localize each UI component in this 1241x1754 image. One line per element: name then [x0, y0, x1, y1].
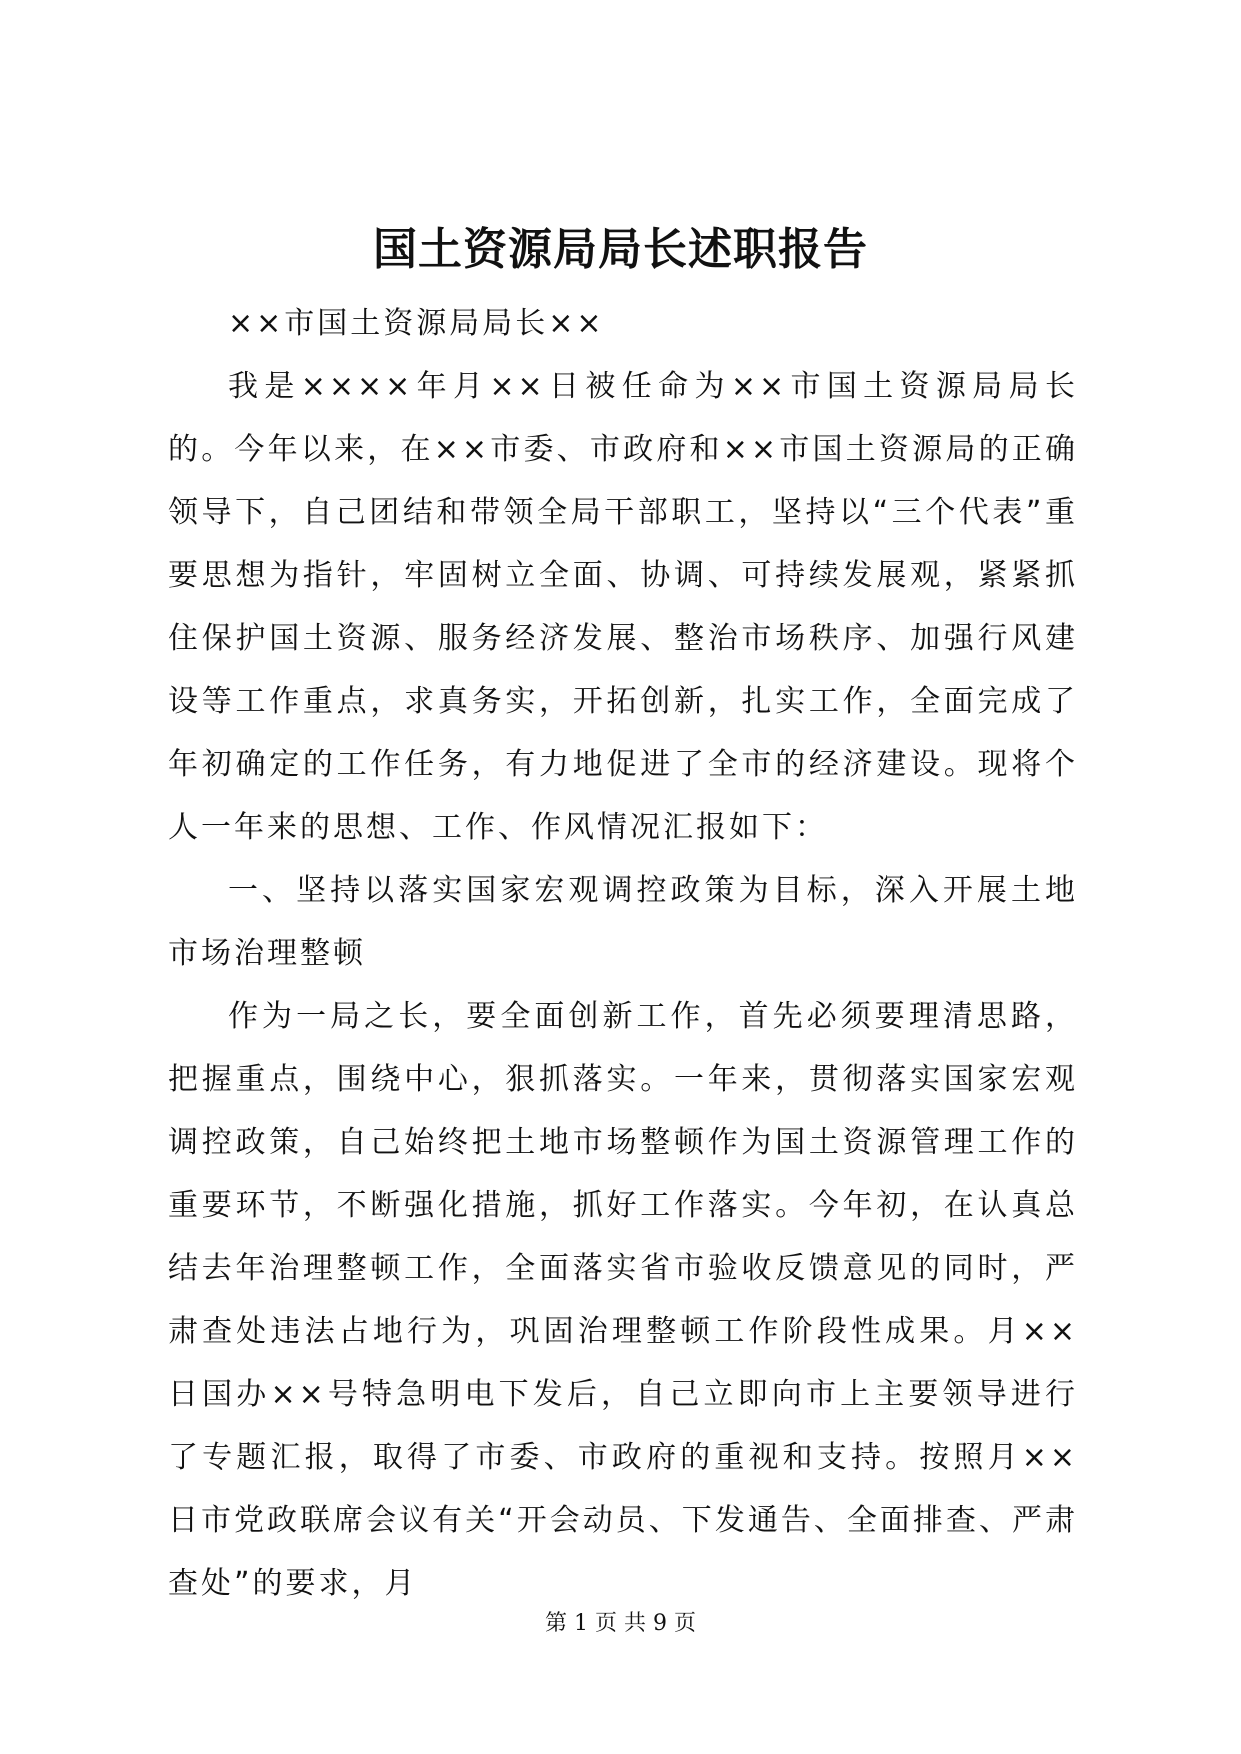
paragraph-intro: 我是××××年月××日被任命为××市国土资源局局长的。今年以来，在××市委、市政府和××市国土资源局的正确领导下，自己团结和带领全局干部职工，坚持以“三个代表”重要思想为指针，牢固树立全面、协调、可持续发展观，紧紧抓住保护国土资源、服务经济发展、整治市场秩序、加强行风建设等工作重点，求真务实，开拓创新，扎实工作，全面完成了年初确定的工作任务，有力地促进了全市的经济建设。现将个人一年来的思想、工作、作风情况汇报如下： [168, 369, 1078, 845]
document-body [168, 292, 1078, 1615]
author-line: ××市国土资源局局长×× [228, 306, 605, 341]
page-footer: 第 1 页 共 9 页 [545, 1611, 696, 1636]
section-heading-1: 一、坚持以落实国家宏观调控政策为目标，深入开展土地市场治理整顿 [168, 873, 1078, 971]
paragraph-section-1: 作为一局之长，要全面创新工作，首先必须要理清思路，把握重点，围绕中心，狠抓落实。一年来，贯彻落实国家宏观调控政策，自己始终把土地市场整顿作为国土资源管理工作的重要环节，不断强化措施，抓好工作落实。今年初，在认真总结去年治理整顿工作，全面落实省市验收反馈意见的同时，严肃查处违法占地行为，巩固治理整顿工作阶段性成果。月××日国办××号特急明电下发后，自己立即向市上主要领导进行了专题汇报，取得了市委、市政府的重视和支持。按照月××日市党政联席会议有关“开会动员、下发通告、全面排查、严肃查处”的要求，月 [168, 999, 1078, 1601]
document-title: 国土资源局局长述职报告 [373, 224, 868, 275]
